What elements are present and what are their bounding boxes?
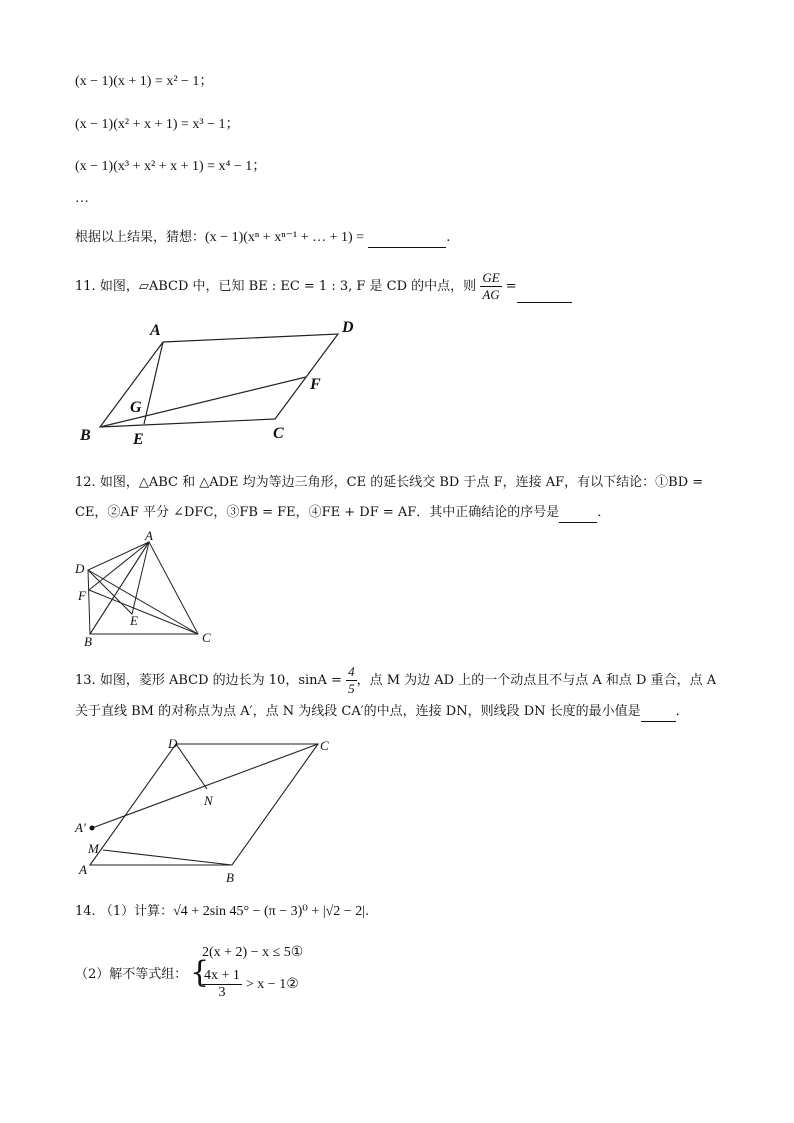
triangle-ade xyxy=(88,542,149,614)
label-g: G xyxy=(130,399,142,416)
answer-blank[interactable] xyxy=(368,247,446,248)
ellipsis: … xyxy=(75,191,89,206)
parallelogram-figure xyxy=(70,312,370,452)
q13-stem-1a: 如图，菱形 ABCD 的边长为 10，sinA = xyxy=(99,673,342,688)
q12-label-a: A xyxy=(145,530,153,543)
q12-label-f: F xyxy=(78,588,86,603)
q14-part1-end: . xyxy=(365,904,370,919)
q12-label-c: C xyxy=(202,630,211,645)
q11-frac-num: GE xyxy=(482,270,500,285)
q13-label-b: B xyxy=(226,870,234,885)
q12-end: ． xyxy=(597,505,611,520)
q12-stem-2: CE，②AF 平分 ∠DFC，③FB = FE，④FE + DF = AF．其中正确结论的序号是 xyxy=(75,505,560,520)
ineq2-fraction xyxy=(202,968,242,1001)
ineq2-num: 4x + 1 xyxy=(204,968,240,983)
label-d: D xyxy=(342,319,354,336)
q13-answer-blank[interactable] xyxy=(641,721,676,722)
q12-answer-blank[interactable] xyxy=(559,522,597,523)
guess-line xyxy=(75,228,450,248)
q13-stem-1b: ，点 M 为边 AD 上的一个动点且不与点 A 和点 D 重合，点 A xyxy=(356,673,717,688)
inequality-2 xyxy=(202,968,299,1001)
q13-label-a: A xyxy=(79,862,87,877)
guess-formula: (x − 1)(xⁿ + xⁿ⁻¹ + … + 1) = xyxy=(205,230,365,245)
ineq2-rest: > x − 1② xyxy=(245,977,299,992)
q11-text xyxy=(75,270,572,303)
segment-af xyxy=(89,542,149,590)
segment-mb xyxy=(103,850,232,865)
label-f: F xyxy=(310,376,321,393)
q12-label-e: E xyxy=(130,613,138,628)
q13-stem-2: 关于直线 BM 的对称点为点 A′，点 N 为线段 CA′的中点，连接 DN，则线段 DN 长度的最小值是 xyxy=(75,704,641,719)
q12-label-b: B xyxy=(84,634,92,649)
label-e: E xyxy=(133,431,144,448)
q11-equals: = xyxy=(505,279,517,294)
q13-end: ． xyxy=(675,704,689,719)
q13-label-n: N xyxy=(204,793,213,808)
q14-part1-label: （1）计算： xyxy=(99,904,174,919)
q14-number: 14. xyxy=(75,904,96,919)
q12-stem-1: 如图，△ABC 和 △ADE 均为等边三角形，CE 的延长线交 BD 于点 F，连接 AF，有以下结论：①BD = xyxy=(99,475,704,490)
q11-stem: 如图，▱ABCD 中，已知 BE : EC = 1 : 3, F 是 CD 的中点，则 xyxy=(99,279,477,294)
q11-frac-den: AG xyxy=(482,287,500,302)
q14-part2-label: （2）解不等式组： xyxy=(75,967,188,982)
inequality-1: 2(x + 2) − x ≤ 5① xyxy=(202,945,304,960)
segment-cf xyxy=(89,590,198,634)
q13-line2 xyxy=(75,702,689,722)
q12-label-d: D xyxy=(75,561,85,576)
q13-line1 xyxy=(75,664,716,697)
triangles-figure xyxy=(70,530,220,650)
q13-number: 13. xyxy=(75,673,96,688)
q13-fraction xyxy=(346,664,357,697)
segment-ca-prime xyxy=(92,744,318,828)
q13-label-a-prime: A′ xyxy=(75,820,86,835)
label-b: B xyxy=(80,427,91,444)
identity-3: (x − 1)(x³ + x² + x + 1) = x⁴ − 1； xyxy=(75,159,267,174)
point-a-prime xyxy=(90,826,95,831)
label-c: C xyxy=(273,425,284,442)
q13-frac-num: 4 xyxy=(348,664,355,679)
label-a: A xyxy=(150,322,161,339)
brace: { xyxy=(190,955,210,990)
q14-part1-expr: √4 + 2sin 45° − (π − 3)⁰ + |√2 − 2| xyxy=(173,904,366,919)
rhombus-figure xyxy=(70,732,340,887)
q13-frac-den: 5 xyxy=(348,681,355,696)
q11-answer-blank[interactable] xyxy=(517,302,572,303)
guess-end: . xyxy=(446,230,451,245)
q12-number: 12. xyxy=(75,475,96,490)
q12-line1 xyxy=(75,473,703,493)
q14-part1 xyxy=(75,902,369,922)
q13-label-c: C xyxy=(320,738,329,753)
q11-fraction xyxy=(480,270,501,303)
identity-2: (x − 1)(x² + x + 1) = x³ − 1； xyxy=(75,117,240,132)
segment-dn xyxy=(176,744,207,789)
q13-label-d: D xyxy=(168,736,178,751)
segment-bd xyxy=(88,570,90,634)
guess-prefix: 根据以上结果，猜想： xyxy=(75,230,206,245)
q12-line2 xyxy=(75,503,610,523)
ineq2-den: 3 xyxy=(218,985,226,1000)
q13-label-m: M xyxy=(88,841,99,856)
q11-number: 11. xyxy=(75,279,96,294)
identity-1: (x − 1)(x + 1) = x² − 1； xyxy=(75,74,214,89)
